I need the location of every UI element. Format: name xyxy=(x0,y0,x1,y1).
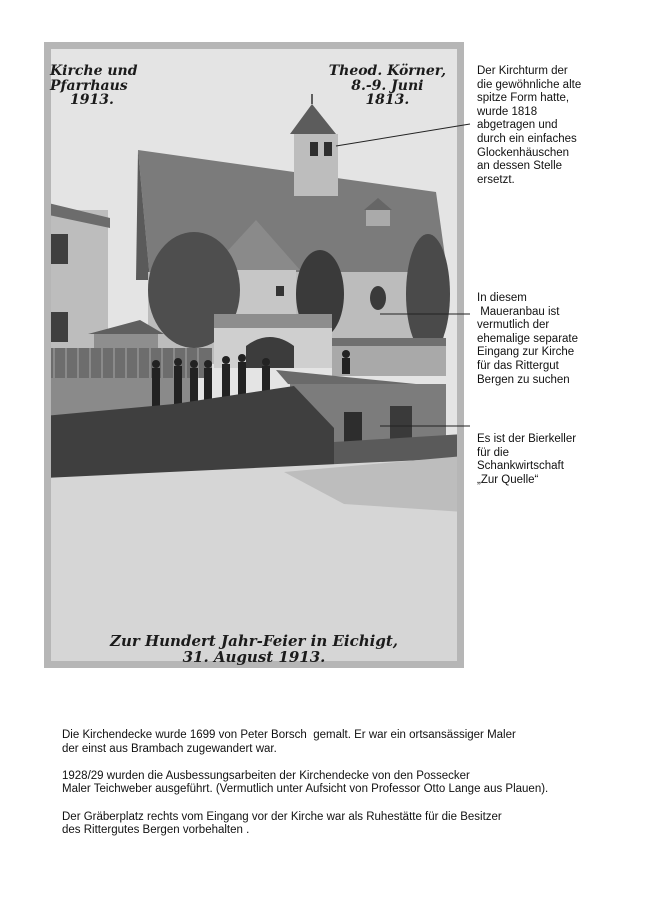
caption-line: Zur Hundert Jahr-Feier in Eichigt, xyxy=(110,632,398,650)
caption-line: 1913. xyxy=(70,92,114,109)
note-line: die gewöhnliche alte xyxy=(477,78,582,91)
caption-line: 1813. xyxy=(365,92,410,109)
caption-line: 8.-9. Juni xyxy=(351,77,424,94)
note-line: für das Rittergut xyxy=(477,359,559,372)
note-line: vermutlich der xyxy=(477,319,550,332)
note-line: In diesem xyxy=(477,292,527,304)
body-text xyxy=(62,729,622,851)
note-line: an dessen Stelle xyxy=(477,160,563,173)
photo-caption-bottom xyxy=(44,634,464,666)
note-line: spitze Form hatte, xyxy=(477,92,570,105)
note-line: für die xyxy=(477,446,509,459)
note-line: Bergen zu suchen xyxy=(477,373,570,386)
gate-arch xyxy=(246,337,294,368)
paragraph-line: Die Kirchendecke wurde 1699 von Peter Borsch gemalt. Er war ein ortsansässiger Maler xyxy=(62,729,516,741)
caption-line: 31. August 1913. xyxy=(182,647,326,666)
tree-right xyxy=(406,234,450,354)
caption-line: Kirche und xyxy=(50,63,138,79)
church-photo-illustration xyxy=(44,42,464,668)
fence xyxy=(44,348,212,378)
note-line: Maueranbau ist xyxy=(477,305,560,318)
paragraph-burial-site xyxy=(62,811,622,838)
caption-line: Pfarrhaus xyxy=(50,77,128,94)
photo-caption-top-left xyxy=(50,64,138,108)
paragraph-line: des Rittergutes Bergen vorbehalten . xyxy=(62,824,250,837)
paragraph-line: der einst aus Brambach zugewandert war. xyxy=(62,742,277,755)
historic-photo xyxy=(44,42,464,668)
note-line: Schankwirtschaft xyxy=(477,460,564,473)
annotation-tower xyxy=(477,65,647,187)
note-line: Glockenhäuschen xyxy=(477,146,570,159)
caption-line: Theod. Körner, xyxy=(328,63,446,79)
paragraph-line: Der Gräberplatz rechts vom Eingang vor der Kirche war als Ruhestätte für die Besitzer xyxy=(62,810,502,823)
note-line: Es ist der Bierkeller xyxy=(477,433,577,445)
annotation-wall-annex xyxy=(477,292,647,387)
paragraph-line: Maler Teichweber ausgeführt. (Vermutlich unter Aufsicht von Professor Otto Lange aus Plauen). xyxy=(62,783,549,796)
note-line: ehemalige separate xyxy=(477,332,579,345)
paragraph-line: 1928/29 wurden die Ausbessungsarbeiten der Kirchendecke von den Possecker xyxy=(62,769,470,782)
paragraph-restoration xyxy=(62,770,622,797)
note-line: ersetzt. xyxy=(477,173,515,186)
annotation-beer-cellar xyxy=(477,433,647,487)
note-line: abgetragen und xyxy=(477,119,558,132)
photo-caption-top-right xyxy=(329,64,446,108)
note-line: durch ein einfaches xyxy=(477,132,577,145)
note-line: wurde 1818 xyxy=(477,105,538,118)
paragraph-ceiling-painting xyxy=(62,729,622,756)
note-line: „Zur Quelle“ xyxy=(477,473,539,486)
note-line: Der Kirchturm der xyxy=(477,65,568,77)
note-line: Eingang zur Kirche xyxy=(477,346,575,359)
